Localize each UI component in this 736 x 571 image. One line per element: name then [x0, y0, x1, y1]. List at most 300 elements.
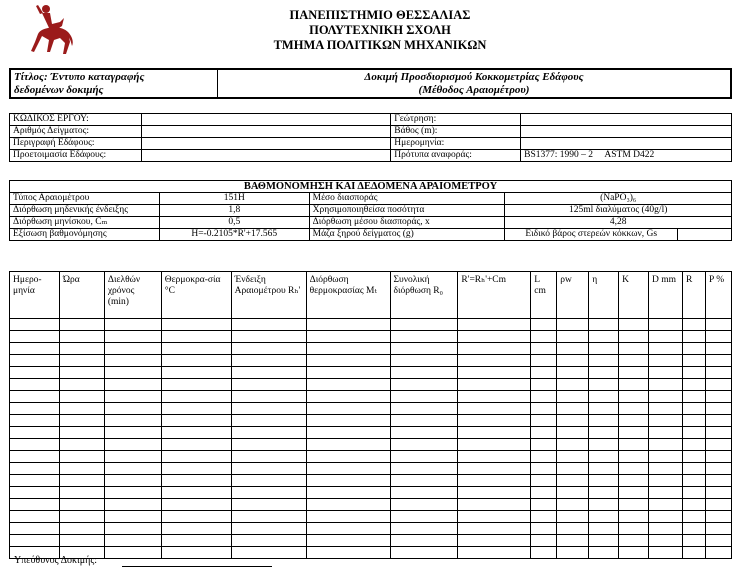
table-cell[interactable]	[306, 499, 390, 511]
table-cell[interactable]	[306, 319, 390, 331]
table-cell[interactable]	[619, 355, 649, 367]
table-cell[interactable]	[59, 343, 104, 355]
table-cell[interactable]	[705, 439, 731, 451]
table-cell[interactable]	[231, 427, 306, 439]
table-cell[interactable]	[59, 403, 104, 415]
table-cell[interactable]	[619, 319, 649, 331]
table-cell[interactable]	[306, 391, 390, 403]
table-cell[interactable]	[589, 475, 619, 487]
table-cell[interactable]	[390, 439, 458, 451]
table-cell[interactable]	[231, 343, 306, 355]
table-cell[interactable]	[59, 367, 104, 379]
table-cell[interactable]	[458, 511, 531, 523]
table-cell[interactable]	[59, 379, 104, 391]
table-cell[interactable]	[390, 523, 458, 535]
table-cell[interactable]	[390, 463, 458, 475]
table-cell[interactable]	[705, 403, 731, 415]
table-cell[interactable]	[231, 499, 306, 511]
table-cell[interactable]	[390, 379, 458, 391]
table-cell[interactable]	[589, 499, 619, 511]
table-cell[interactable]	[619, 391, 649, 403]
table-cell[interactable]	[705, 331, 731, 343]
table-cell[interactable]	[682, 343, 705, 355]
table-cell[interactable]	[682, 451, 705, 463]
table-cell[interactable]	[306, 379, 390, 391]
table-cell[interactable]	[104, 355, 161, 367]
table-cell[interactable]	[161, 343, 231, 355]
table-cell[interactable]	[531, 499, 557, 511]
table-cell[interactable]	[59, 355, 104, 367]
table-cell[interactable]	[531, 331, 557, 343]
table-cell[interactable]	[458, 415, 531, 427]
table-cell[interactable]	[531, 475, 557, 487]
table-cell[interactable]	[531, 487, 557, 499]
table-cell[interactable]	[231, 367, 306, 379]
table-cell[interactable]	[557, 367, 589, 379]
table-cell[interactable]	[161, 355, 231, 367]
table-cell[interactable]	[589, 511, 619, 523]
table-cell[interactable]	[682, 319, 705, 331]
table-cell[interactable]	[649, 355, 683, 367]
table-cell[interactable]	[649, 463, 683, 475]
table-cell[interactable]	[104, 463, 161, 475]
table-cell[interactable]	[705, 523, 731, 535]
table-cell[interactable]	[306, 355, 390, 367]
table-cell[interactable]	[390, 331, 458, 343]
table-cell[interactable]	[458, 439, 531, 451]
table-cell[interactable]	[531, 523, 557, 535]
table-cell[interactable]	[557, 463, 589, 475]
table-cell[interactable]	[589, 391, 619, 403]
table-cell[interactable]	[557, 415, 589, 427]
table-cell[interactable]	[557, 511, 589, 523]
table-cell[interactable]	[161, 523, 231, 535]
table-cell[interactable]	[531, 343, 557, 355]
table-cell[interactable]	[104, 523, 161, 535]
table-cell[interactable]	[531, 535, 557, 547]
table-cell[interactable]	[458, 391, 531, 403]
table-cell[interactable]	[682, 463, 705, 475]
table-cell[interactable]	[104, 319, 161, 331]
table-cell[interactable]	[649, 535, 683, 547]
table-cell[interactable]	[531, 391, 557, 403]
table-cell[interactable]	[390, 403, 458, 415]
table-cell[interactable]	[619, 439, 649, 451]
table-cell[interactable]	[104, 487, 161, 499]
table-cell[interactable]	[306, 403, 390, 415]
table-cell[interactable]	[306, 547, 390, 559]
table-cell[interactable]	[682, 523, 705, 535]
table-cell[interactable]	[649, 415, 683, 427]
table-cell[interactable]	[104, 511, 161, 523]
table-cell[interactable]	[161, 547, 231, 559]
table-cell[interactable]	[59, 511, 104, 523]
table-cell[interactable]	[306, 343, 390, 355]
table-cell[interactable]	[10, 463, 60, 475]
table-cell[interactable]	[390, 355, 458, 367]
table-cell[interactable]	[458, 343, 531, 355]
table-cell[interactable]	[557, 343, 589, 355]
table-cell[interactable]	[705, 355, 731, 367]
table-cell[interactable]	[649, 319, 683, 331]
table-cell[interactable]	[458, 463, 531, 475]
table-cell[interactable]	[59, 535, 104, 547]
table-cell[interactable]	[10, 403, 60, 415]
table-cell[interactable]	[458, 523, 531, 535]
table-cell[interactable]	[682, 331, 705, 343]
table-cell[interactable]	[589, 367, 619, 379]
table-cell[interactable]	[589, 535, 619, 547]
table-cell[interactable]	[10, 367, 60, 379]
table-cell[interactable]	[104, 427, 161, 439]
table-cell[interactable]	[10, 427, 60, 439]
table-cell[interactable]	[619, 535, 649, 547]
table-cell[interactable]	[557, 379, 589, 391]
table-cell[interactable]	[390, 451, 458, 463]
table-cell[interactable]	[589, 343, 619, 355]
table-cell[interactable]	[531, 439, 557, 451]
table-cell[interactable]	[705, 499, 731, 511]
table-cell[interactable]	[458, 379, 531, 391]
table-cell[interactable]	[705, 475, 731, 487]
table-cell[interactable]	[390, 367, 458, 379]
table-cell[interactable]	[390, 319, 458, 331]
table-cell[interactable]	[161, 451, 231, 463]
table-cell[interactable]	[589, 427, 619, 439]
table-cell[interactable]	[649, 391, 683, 403]
table-cell[interactable]	[705, 379, 731, 391]
table-cell[interactable]	[458, 487, 531, 499]
table-cell[interactable]	[161, 331, 231, 343]
table-cell[interactable]	[161, 499, 231, 511]
table-cell[interactable]	[682, 427, 705, 439]
table-cell[interactable]	[231, 415, 306, 427]
table-cell[interactable]	[231, 439, 306, 451]
table-cell[interactable]	[682, 511, 705, 523]
table-cell[interactable]	[682, 475, 705, 487]
table-cell[interactable]	[682, 535, 705, 547]
table-cell[interactable]	[161, 475, 231, 487]
table-cell[interactable]	[705, 487, 731, 499]
table-cell[interactable]	[589, 463, 619, 475]
table-cell[interactable]	[10, 499, 60, 511]
table-cell[interactable]	[649, 379, 683, 391]
table-cell[interactable]	[390, 547, 458, 559]
table-cell[interactable]	[557, 391, 589, 403]
table-cell[interactable]	[231, 463, 306, 475]
table-cell[interactable]	[557, 403, 589, 415]
table-cell[interactable]	[589, 451, 619, 463]
table-cell[interactable]	[649, 487, 683, 499]
table-cell[interactable]	[59, 439, 104, 451]
table-cell[interactable]	[104, 475, 161, 487]
table-cell[interactable]	[682, 415, 705, 427]
table-cell[interactable]	[231, 331, 306, 343]
table-cell[interactable]	[104, 439, 161, 451]
table-cell[interactable]	[161, 367, 231, 379]
table-cell[interactable]	[10, 511, 60, 523]
table-cell[interactable]	[231, 403, 306, 415]
table-cell[interactable]	[231, 451, 306, 463]
table-cell[interactable]	[557, 487, 589, 499]
table-cell[interactable]	[104, 343, 161, 355]
table-cell[interactable]	[619, 427, 649, 439]
table-cell[interactable]	[104, 499, 161, 511]
table-cell[interactable]	[59, 391, 104, 403]
table-cell[interactable]	[458, 547, 531, 559]
table-cell[interactable]	[10, 415, 60, 427]
table-cell[interactable]	[390, 511, 458, 523]
table-cell[interactable]	[589, 379, 619, 391]
table-cell[interactable]	[619, 547, 649, 559]
table-cell[interactable]	[10, 475, 60, 487]
table-cell[interactable]	[557, 319, 589, 331]
borehole-field[interactable]	[521, 114, 732, 126]
table-cell[interactable]	[458, 475, 531, 487]
soil-preparation-field[interactable]	[141, 150, 390, 162]
table-cell[interactable]	[390, 427, 458, 439]
table-cell[interactable]	[649, 475, 683, 487]
table-cell[interactable]	[161, 487, 231, 499]
table-cell[interactable]	[531, 511, 557, 523]
table-cell[interactable]	[682, 391, 705, 403]
table-cell[interactable]	[231, 523, 306, 535]
table-cell[interactable]	[306, 475, 390, 487]
table-cell[interactable]	[705, 463, 731, 475]
table-cell[interactable]	[59, 331, 104, 343]
table-cell[interactable]	[306, 367, 390, 379]
table-cell[interactable]	[531, 403, 557, 415]
table-cell[interactable]	[531, 379, 557, 391]
table-cell[interactable]	[161, 403, 231, 415]
table-cell[interactable]	[589, 523, 619, 535]
table-cell[interactable]	[231, 379, 306, 391]
table-cell[interactable]	[705, 415, 731, 427]
table-cell[interactable]	[619, 511, 649, 523]
table-cell[interactable]	[161, 391, 231, 403]
table-cell[interactable]	[10, 331, 60, 343]
table-cell[interactable]	[306, 439, 390, 451]
table-cell[interactable]	[231, 355, 306, 367]
table-cell[interactable]	[231, 391, 306, 403]
table-cell[interactable]	[531, 367, 557, 379]
table-cell[interactable]	[531, 319, 557, 331]
table-cell[interactable]	[682, 487, 705, 499]
table-cell[interactable]	[104, 535, 161, 547]
table-cell[interactable]	[390, 487, 458, 499]
table-cell[interactable]	[306, 535, 390, 547]
table-cell[interactable]	[589, 487, 619, 499]
table-cell[interactable]	[705, 367, 731, 379]
table-cell[interactable]	[458, 427, 531, 439]
table-cell[interactable]	[589, 415, 619, 427]
table-cell[interactable]	[104, 403, 161, 415]
table-cell[interactable]	[619, 379, 649, 391]
soil-description-field[interactable]	[141, 138, 390, 150]
project-code-field[interactable]	[141, 114, 390, 126]
table-cell[interactable]	[306, 415, 390, 427]
table-cell[interactable]	[390, 475, 458, 487]
table-cell[interactable]	[531, 355, 557, 367]
table-cell[interactable]	[619, 367, 649, 379]
table-cell[interactable]	[682, 379, 705, 391]
table-cell[interactable]	[161, 415, 231, 427]
table-cell[interactable]	[390, 535, 458, 547]
table-cell[interactable]	[705, 427, 731, 439]
table-cell[interactable]	[390, 391, 458, 403]
table-cell[interactable]	[531, 547, 557, 559]
table-cell[interactable]	[619, 331, 649, 343]
table-cell[interactable]	[589, 319, 619, 331]
table-cell[interactable]	[59, 451, 104, 463]
table-cell[interactable]	[619, 403, 649, 415]
table-cell[interactable]	[10, 451, 60, 463]
table-cell[interactable]	[682, 499, 705, 511]
table-cell[interactable]	[306, 487, 390, 499]
table-cell[interactable]	[557, 523, 589, 535]
table-cell[interactable]	[649, 331, 683, 343]
table-cell[interactable]	[10, 379, 60, 391]
table-cell[interactable]	[390, 343, 458, 355]
table-cell[interactable]	[231, 547, 306, 559]
table-cell[interactable]	[649, 367, 683, 379]
table-cell[interactable]	[10, 343, 60, 355]
table-cell[interactable]	[557, 535, 589, 547]
table-cell[interactable]	[104, 331, 161, 343]
table-cell[interactable]	[10, 319, 60, 331]
table-cell[interactable]	[161, 379, 231, 391]
table-cell[interactable]	[649, 499, 683, 511]
table-cell[interactable]	[10, 355, 60, 367]
table-cell[interactable]	[458, 355, 531, 367]
table-cell[interactable]	[589, 331, 619, 343]
table-cell[interactable]	[10, 535, 60, 547]
table-cell[interactable]	[231, 319, 306, 331]
table-cell[interactable]	[557, 499, 589, 511]
table-cell[interactable]	[104, 415, 161, 427]
table-cell[interactable]	[104, 367, 161, 379]
table-cell[interactable]	[619, 415, 649, 427]
table-cell[interactable]	[682, 367, 705, 379]
table-cell[interactable]	[59, 415, 104, 427]
table-cell[interactable]	[458, 367, 531, 379]
table-cell[interactable]	[59, 499, 104, 511]
table-cell[interactable]	[231, 487, 306, 499]
table-cell[interactable]	[619, 499, 649, 511]
table-cell[interactable]	[458, 319, 531, 331]
table-cell[interactable]	[705, 535, 731, 547]
table-cell[interactable]	[390, 415, 458, 427]
table-cell[interactable]	[59, 427, 104, 439]
table-cell[interactable]	[619, 487, 649, 499]
table-cell[interactable]	[458, 403, 531, 415]
table-cell[interactable]	[531, 463, 557, 475]
table-cell[interactable]	[705, 511, 731, 523]
table-cell[interactable]	[458, 331, 531, 343]
table-cell[interactable]	[104, 547, 161, 559]
table-cell[interactable]	[10, 439, 60, 451]
table-cell[interactable]	[589, 547, 619, 559]
table-cell[interactable]	[59, 319, 104, 331]
table-cell[interactable]	[531, 427, 557, 439]
table-cell[interactable]	[619, 343, 649, 355]
table-cell[interactable]	[649, 403, 683, 415]
table-cell[interactable]	[557, 355, 589, 367]
table-cell[interactable]	[306, 523, 390, 535]
table-cell[interactable]	[705, 547, 731, 559]
table-cell[interactable]	[306, 451, 390, 463]
table-cell[interactable]	[10, 391, 60, 403]
table-cell[interactable]	[10, 487, 60, 499]
table-cell[interactable]	[619, 463, 649, 475]
table-cell[interactable]	[557, 427, 589, 439]
table-cell[interactable]	[231, 475, 306, 487]
table-cell[interactable]	[306, 463, 390, 475]
table-cell[interactable]	[59, 463, 104, 475]
depth-field[interactable]	[521, 126, 732, 138]
table-cell[interactable]	[104, 451, 161, 463]
table-cell[interactable]	[557, 331, 589, 343]
table-cell[interactable]	[161, 511, 231, 523]
table-cell[interactable]	[306, 331, 390, 343]
table-cell[interactable]	[682, 439, 705, 451]
table-cell[interactable]	[682, 355, 705, 367]
table-cell[interactable]	[589, 439, 619, 451]
table-cell[interactable]	[682, 403, 705, 415]
table-cell[interactable]	[649, 511, 683, 523]
date-field[interactable]	[521, 138, 732, 150]
table-cell[interactable]	[649, 427, 683, 439]
table-cell[interactable]	[619, 523, 649, 535]
table-cell[interactable]	[705, 319, 731, 331]
table-cell[interactable]	[705, 451, 731, 463]
table-cell[interactable]	[557, 439, 589, 451]
table-cell[interactable]	[231, 511, 306, 523]
table-cell[interactable]	[161, 319, 231, 331]
table-cell[interactable]	[10, 523, 60, 535]
table-cell[interactable]	[161, 427, 231, 439]
table-cell[interactable]	[458, 499, 531, 511]
table-cell[interactable]	[649, 439, 683, 451]
table-cell[interactable]	[231, 535, 306, 547]
table-cell[interactable]	[682, 547, 705, 559]
table-cell[interactable]	[458, 451, 531, 463]
table-cell[interactable]	[705, 391, 731, 403]
signature-line[interactable]	[122, 566, 272, 567]
table-cell[interactable]	[557, 475, 589, 487]
table-cell[interactable]	[557, 451, 589, 463]
table-cell[interactable]	[619, 451, 649, 463]
table-cell[interactable]	[59, 475, 104, 487]
table-cell[interactable]	[306, 511, 390, 523]
table-cell[interactable]	[104, 391, 161, 403]
table-cell[interactable]	[589, 355, 619, 367]
table-cell[interactable]	[390, 499, 458, 511]
table-cell[interactable]	[649, 547, 683, 559]
table-cell[interactable]	[649, 343, 683, 355]
table-cell[interactable]	[161, 439, 231, 451]
table-cell[interactable]	[531, 415, 557, 427]
table-cell[interactable]	[531, 451, 557, 463]
table-cell[interactable]	[161, 535, 231, 547]
table-cell[interactable]	[589, 403, 619, 415]
table-cell[interactable]	[619, 475, 649, 487]
sample-number-field[interactable]	[141, 126, 390, 138]
table-cell[interactable]	[59, 523, 104, 535]
table-cell[interactable]	[458, 535, 531, 547]
table-cell[interactable]	[161, 463, 231, 475]
table-cell[interactable]	[557, 547, 589, 559]
